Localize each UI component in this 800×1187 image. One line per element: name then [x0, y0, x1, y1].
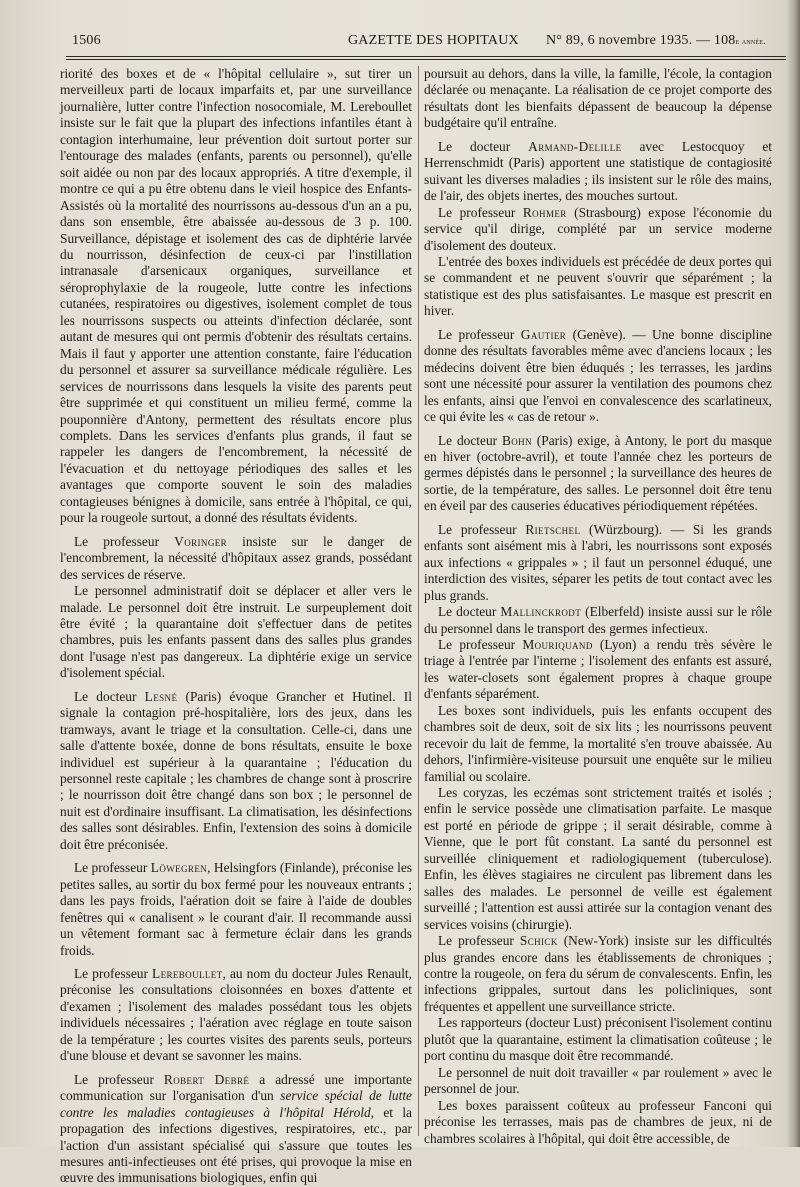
speaker-name: Rohmer	[522, 204, 567, 220]
paragraph	[424, 933, 772, 1015]
speaker-name: Lesné	[144, 688, 178, 704]
paragraph-lead: Le docteur	[438, 432, 502, 448]
paragraph	[424, 327, 772, 426]
paragraph: Les rapporteurs (docteur Lust) préconisent l'isolement continu plutôt que la quarantaine, estiment la climatisation coûteuse ; le port continu du masque doit être recommandé.	[424, 1015, 772, 1064]
page-number: 1506	[72, 33, 101, 48]
left-column	[60, 66, 412, 1187]
header-rule-double	[66, 59, 786, 60]
paragraph: Le personnel de nuit doit travailler « par roulement » avec le personnel de jour.	[424, 1064, 772, 1097]
paragraph: Les boxes paraissent coûteux au professeur Fanconi qui préconise les terrasses, mais pas de chambres de jeux, ni de chambres scolaires à l'hôpital, qui doit être accessible, de	[424, 1097, 772, 1146]
paragraph-lead: Le professeur	[74, 533, 175, 549]
paragraph-text: (Würzbourg). — Si les grands enfants sont aisément mis à l'abri, les nourrissons sont exposés aux infections « grippales » ; il faut un personnel éduqué, une interdiction des visites, séparer les petits de tout contact avec les plus grands.	[424, 521, 773, 603]
paragraph-lead: Le professeur	[438, 521, 526, 537]
paragraph-lead: Le docteur	[438, 138, 529, 154]
paragraph-lead: Le docteur	[438, 604, 501, 620]
speaker-name: Mallinckrodt	[500, 604, 582, 620]
paragraph-lead: Le professeur	[438, 326, 521, 342]
italic-title: service spécial de lutte contre les maladies contagieuses à l'hôpital Hérold	[60, 1088, 413, 1120]
paragraph	[424, 433, 772, 515]
speaker-name: Schick	[519, 933, 558, 949]
speaker-name: Rietschel	[525, 521, 581, 537]
speaker-name: Mouriquand	[522, 636, 593, 652]
speaker-name: Bohn	[501, 432, 532, 448]
journal-title: GAZETTE DES HOPITAUX	[348, 33, 519, 48]
speaker-name: Gautier	[520, 326, 567, 342]
paragraph: riorité des boxes et de « l'hôpital cellulaire », sut tirer un merveilleux parti de locaux imparfaits et, par une surveillance journalière, lutter contre l'infection nosocomiale, M. Lereboullet insiste sur le fait que la plupart des infections infantiles étant à contagion interhumaine, leur prévention doit surtout porter sur l'entourage des malades (enfants, parents ou personnel), qu'elle soit aidée ou non par des locaux appropriés. A titre d'exemple, il montre ce qui a pu être obtenu dans le vieil hospice des Enfants-Assistés où la mortalité des nourrissons au-dessous d'un an a pu, dans son ensemble, être abaissée au-dessous de 3 p. 100. Surveillance, dépistage et isolement des cas de diphtérie larvée du nourrisson, désinfection de ceux-ci par l'instillation intranasale d'arsenicaux organiques, surveillance et séroprophylaxie de la rougeole, lutte contre les infections cutanées, respiratoires ou digestives, isolement complet de tous les nourrissons suspects ou atteints d'infection déclarée, sont autant de mesures qui ont permis d'obtenir des résultats certains. Mais il faut y apporter une attention constante, faire l'éducation du personnel et assurer sa surveillance médicale régulière. Les services de nourrissons dans lesquels la visite des parents peut être supprimée et qui constituent un milieu fermé, comme la pouponnière d'Antony, permettent des résultats encore plus complets. Dans les services d'enfants plus grands, il faut se rappeler les dangers de l'encombrement, la nécessité de l'évacuation et du nettoyage périodiques des salles et les avantages que comporte souvent le soin des maladies contagieuses bénignes à domicile, sans entrée à l'hôpital, ce qui, pour la rougeole surtout, a donné des résultats évidents.	[60, 66, 412, 526]
paragraph	[60, 1072, 412, 1187]
paragraph	[60, 534, 412, 583]
paragraph-text: , et la propagation des infections digestives, respiratoires, etc., par l'action d'un assistant spécialisé qui s'assure que toutes les mesures anti-infectieuses ont été prises, qui provoque la mise en œuvre des immunisations biologiques, enfin qui	[60, 1104, 412, 1186]
speaker-name: Robert Debré	[163, 1071, 250, 1087]
paragraph-text: (Elberfeld) insiste aussi sur le rôle du personnel dans le transport des germes infectieux.	[424, 604, 772, 636]
paragraph-text: , au nom du docteur Jules Renault, préconise les consultations cloisonnées en boxes d'attente et d'examen ; l'isolement des malades possédant tous les objets individuels nécessaires ; l'aération avec réglage en toute saison de la température ; les courtes visites des parents seuls, porteurs d'une blouse et devant se savonner les mains.	[60, 966, 412, 1064]
paragraph-text: (New-York) insiste sur les difficultés plus grandes encore dans les établissements de chroniques ; contre la rougeole, on fera du sérum de convalescents. Enfin, les infections grippales, surtout dans les policliniques, sont fréquentes et appellent une surveillance stricte.	[424, 933, 773, 1014]
issue-suffix: e année.	[735, 36, 766, 46]
paragraph-text: (Lyon) a rendu très sévère le triage à l'entrée par l'interne ; l'isolement des enfants est assuré, les water-closets sont également propres à chaque groupe d'enfants séparément.	[424, 636, 773, 702]
paragraph	[424, 604, 772, 637]
paragraph: Les boxes sont individuels, puis les enfants occupent des chambres soit de deux, soit de six lits ; les nourrissons peuvent recevoir du lait de femme, la mortalité s'en trouve abaissée. Au dehors, l'infirmière-visiteuse poursuit une enquête sur le milieu familial ou scolaire.	[424, 702, 772, 784]
paragraph	[60, 860, 412, 959]
paragraph	[424, 522, 772, 604]
speaker-name: Löwegren	[150, 860, 208, 876]
paragraph-lead: Le docteur	[74, 688, 145, 704]
paragraph: poursuit au dehors, dans la ville, la famille, l'école, la contagion déclarée ou menaçante. La réalisation de ce projet comporte des résultats dont les bienfaits dépassent de beaucoup la dépense budgétaire qu'il entraîne.	[424, 66, 772, 131]
paragraph	[424, 637, 772, 703]
issue-info	[546, 33, 766, 49]
paragraph-text: (Strasbourg) expose l'économie du service qu'il dirige, complété par un service moderne d'isolement des douteux.	[424, 204, 772, 253]
paragraph	[60, 689, 412, 854]
paragraph-lead: Le professeur	[438, 636, 523, 652]
paragraph: Le personnel administratif doit se déplacer et aller vers le malade. Le personnel doit être instruit. Le surpeuplement doit être évité ; la quarantaine doit s'effectuer dans de petites chambres, puis les enfants passent dans des salles plus grandes dont l'usage n'est pas dangereux. La diphtérie exige un service d'isolement spécial.	[60, 583, 412, 681]
paragraph-text: (Paris) exige, à Antony, le port du masque en hiver (octobre-avril), et toute l'année chez les porteurs de germes dépistés dans le personnel ; la surveillance des heures de sortie, de la température, des salles. Le personnel doit être tenu en éveil par des causeries éducatives périodiquement répétées.	[424, 432, 772, 514]
paragraph-text: (Paris) évoque Grancher et Hutinel. Il signale la contagion pré-hospitalière, lors des jeux, dans les tramways, avant le triage et la consultation. Celle-ci, dans une salle d'attente boxée, donne de bons résultats, ensuite le boxe individuel est supérieur à la quarantaine ; l'éducation du personnel reste capitale ; les chambres de change sont à proscrire ; le nourrisson doit être changé dans son box ; le personnel de nuit est d'ordinaire insuffisant. La climatisation, les désinfections des salles sont désirables. Enfin, l'extension des soins à domicile doit être préconisée.	[60, 688, 412, 852]
paragraph-text: , Helsingfors (Finlande), préconise les petites salles, au sortir du box fermé pour les nouveaux entrants ; dans les pays froids, l'aération doit se faire à l'aide de doubles fenêtres qui « canalisent » le courant d'air. Il recommande aussi un vêtement formant sac à fermeture éclair dans les grands froids.	[60, 860, 413, 958]
speaker-name: Armand-Delille	[528, 138, 622, 154]
paragraph	[424, 205, 772, 254]
paragraph-text: insiste sur le danger de l'encombrement, la nécessité d'hôpitaux assez grands, possédant des services de réserve.	[60, 533, 412, 582]
header-rule	[66, 56, 786, 57]
paragraph-text: (Genève). — Une bonne discipline donne des résultats favorables même avec d'anciens locaux ; les médecins doivent être bien éduqués ; les terrasses, les jardins sont une nécessité pour assurer la ventilation des poumons chez les enfants, ainsi que l'envoi en convalescence des scarlatineux, ce qui évite les « cas de retour ».	[424, 326, 772, 425]
paragraph	[60, 966, 412, 1065]
right-column	[424, 66, 772, 1147]
column-divider	[418, 66, 419, 1136]
paragraph-text: avec Lestocquoy et Herrenschmidt (Paris) apportent une statistique de contagiosité suivant les diverses maladies ; ils insistent sur le rôle des mains, de l'air, des objets inertes, des mouches surtout.	[424, 138, 772, 204]
paragraph-lead: Le professeur	[74, 966, 152, 982]
page-edge-shadow	[786, 0, 800, 1147]
speaker-name: Voringer	[174, 533, 228, 549]
paragraph-lead: Le professeur	[438, 933, 520, 949]
paragraph: Les coryzas, les eczémas sont strictement traités et isolés ; enfin le service possède une climatisation parfaite. Le masque est porté en période de grippe ; il serait désirable, comme à Vienne, que le port fût constant. La santé du personnel est surveillée cliniquement et radiologiquement (tuberculose). Enfin, les élèves stagiaires ne circulent pas librement dans les salles des malades. Le personnel de veille est également surveillé ; l'attention est aussi attirée sur la contagion venant des services voisins (chirurgie).	[424, 785, 772, 932]
paragraph	[424, 139, 772, 205]
paragraph: L'entrée des boxes individuels est précédée de deux portes qui se commandent et ne peuvent s'ouvrir que séparément ; la statistique est des plus satisfaisantes. Le masque est prescrit en hiver.	[424, 253, 772, 319]
paragraph-lead: Le professeur	[74, 1071, 164, 1087]
paragraph-lead: Le professeur	[438, 204, 523, 220]
paragraph-text: a adressé une importante communication sur l'organisation d'un	[60, 1071, 412, 1104]
speaker-name: Lereboullet	[152, 966, 223, 982]
issue-main: N° 89, 6 novembre 1935. — 108	[546, 33, 736, 48]
paragraph-lead: Le professeur	[74, 860, 151, 876]
